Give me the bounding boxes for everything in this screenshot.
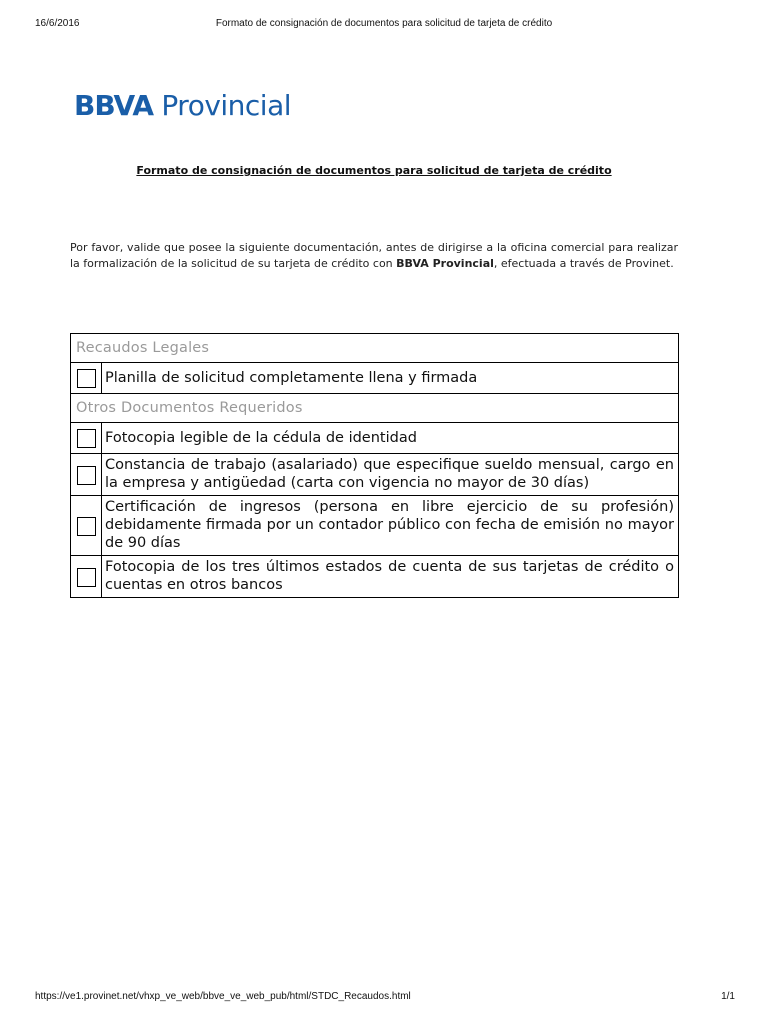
section-header-legal xyxy=(71,334,679,363)
checklist-item-label: Fotocopia legible de la cédula de identidad xyxy=(102,423,679,454)
intro-text-end: , efectuada a través de Provinet. xyxy=(493,256,674,270)
checkbox[interactable] xyxy=(77,429,96,448)
section-header-other xyxy=(71,394,679,423)
document-title: Formato de consignación de documentos para solicitud de tarjeta de crédito xyxy=(136,164,612,177)
documents-checklist-table xyxy=(70,333,679,598)
print-date: 16/6/2016 xyxy=(35,18,80,29)
logo-text-bbva: BBVA xyxy=(74,89,153,122)
checklist-item-label: Certificación de ingresos (persona en libre ejercicio de su profesión) debidamente firmada por un contador público con fecha de emisión no mayor de 90 días xyxy=(102,496,679,556)
checklist-row xyxy=(71,363,679,394)
checkbox[interactable] xyxy=(77,517,96,536)
checklist-item-label: Constancia de trabajo (asalariado) que especifique sueldo mensual, cargo en la empresa y antigüedad (carta con vigencia no mayor de 30 días) xyxy=(102,454,679,496)
bbva-provincial-logo xyxy=(74,88,291,124)
print-footer xyxy=(0,991,768,1005)
intro-paragraph xyxy=(70,240,678,271)
section-title-legal: Recaudos Legales xyxy=(71,334,679,363)
checklist-row xyxy=(71,454,679,496)
checkbox[interactable] xyxy=(77,369,96,388)
checklist-item-label: Planilla de solicitud completamente llena y firmada xyxy=(102,363,679,394)
section-title-other: Otros Documentos Requeridos xyxy=(71,394,679,423)
page-number: 1/1 xyxy=(721,991,735,1002)
intro-bank-name: BBVA Provincial xyxy=(396,256,494,270)
checklist-row xyxy=(71,423,679,454)
checklist-row xyxy=(71,496,679,556)
print-header xyxy=(0,18,768,32)
print-url: https://ve1.provinet.net/vhxp_ve_web/bbve_ve_web_pub/html/STDC_Recaudos.html xyxy=(35,991,411,1002)
checkbox[interactable] xyxy=(77,568,96,587)
intro-text-start: Por favor, valide que posee la siguiente documentación, antes de dirigirse a la oficina comercial para realizar la formalización de la solicitud de su tarjeta de crédito con xyxy=(70,241,678,270)
print-page-title: Formato de consignación de documentos para solicitud de tarjeta de crédito xyxy=(215,18,553,29)
logo-text-provincial: Provincial xyxy=(153,89,292,122)
checkbox[interactable] xyxy=(77,466,96,485)
checklist-item-label: Fotocopia de los tres últimos estados de cuenta de sus tarjetas de crédito o cuentas en otros bancos xyxy=(102,556,679,598)
checklist-row xyxy=(71,556,679,598)
